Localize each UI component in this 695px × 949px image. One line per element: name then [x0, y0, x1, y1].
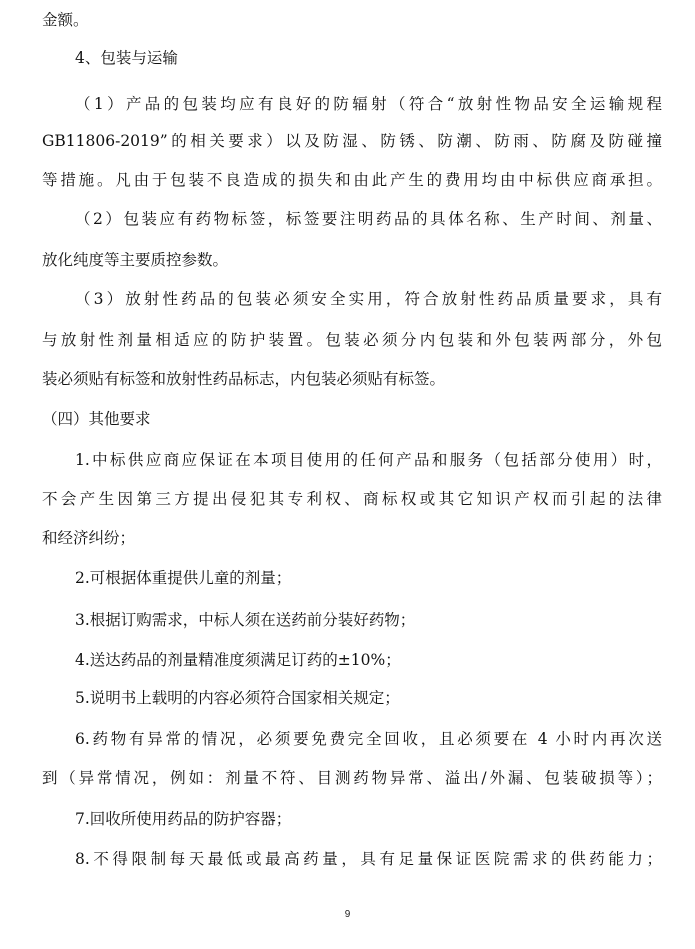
section-heading: （四）其他要求 — [42, 410, 151, 428]
text-line: 和经济纠纷； — [42, 529, 136, 547]
text-line: 装必须贴有标签和放射性药品标志，内包装必须贴有标签。 — [42, 370, 446, 388]
text-line: （1）产品的包装均应有良好的防辐射（符合“放射性物品安全运输规程 — [75, 95, 662, 113]
page-number: 9 — [344, 909, 351, 920]
list-item: 2.可根据体重提供儿童的剂量； — [75, 569, 292, 587]
section-heading: 4、包装与运输 — [75, 49, 178, 67]
text-line: 放化纯度等主要质控参数。 — [42, 251, 229, 269]
list-item: 6.药物有异常的情况，必须要免费完全回收，且必须要在 4 小时内再次送 — [75, 730, 662, 748]
text-line: GB11806-2019”的相关要求）以及防湿、防锈、防潮、防雨、防腐及防碰撞 — [42, 132, 662, 150]
text-line: （2）包装应有药物标签，标签要注明药品的具体名称、生产时间、剂量、 — [75, 210, 662, 228]
list-item: 4.送达药品的剂量精准度须满足订药的±10%； — [75, 651, 401, 669]
list-item: 8.不得限制每天最低或最高药量，具有足量保证医院需求的供药能力； — [75, 850, 662, 868]
text-line: 1.中标供应商应保证在本项目使用的任何产品和服务（包括部分使用）时， — [75, 451, 662, 469]
list-item: 5.说明书上载明的内容必须符合国家相关规定； — [75, 689, 400, 707]
text-line: （3）放射性药品的包装必须安全实用，符合放射性药品质量要求，具有 — [75, 290, 662, 308]
text-line: 不会产生因第三方提出侵犯其专利权、商标权或其它知识产权而引起的法律 — [42, 490, 662, 508]
text-line: 与放射性剂量相适应的防护装置。包装必须分内包装和外包装两部分，外包 — [42, 331, 662, 349]
list-item: 7.回收所使用药品的防护容器； — [75, 810, 292, 828]
text-line: 等措施。凡由于包装不良造成的损失和由此产生的费用均由中标供应商承担。 — [42, 171, 662, 189]
list-item: 3.根据订购需求，中标人须在送药前分装好药物； — [75, 611, 416, 629]
text-line: 到（异常情况，例如：剂量不符、目测药物异常、溢出/外漏、包装破损等）； — [42, 769, 662, 787]
text-line: 金额。 — [42, 11, 89, 29]
